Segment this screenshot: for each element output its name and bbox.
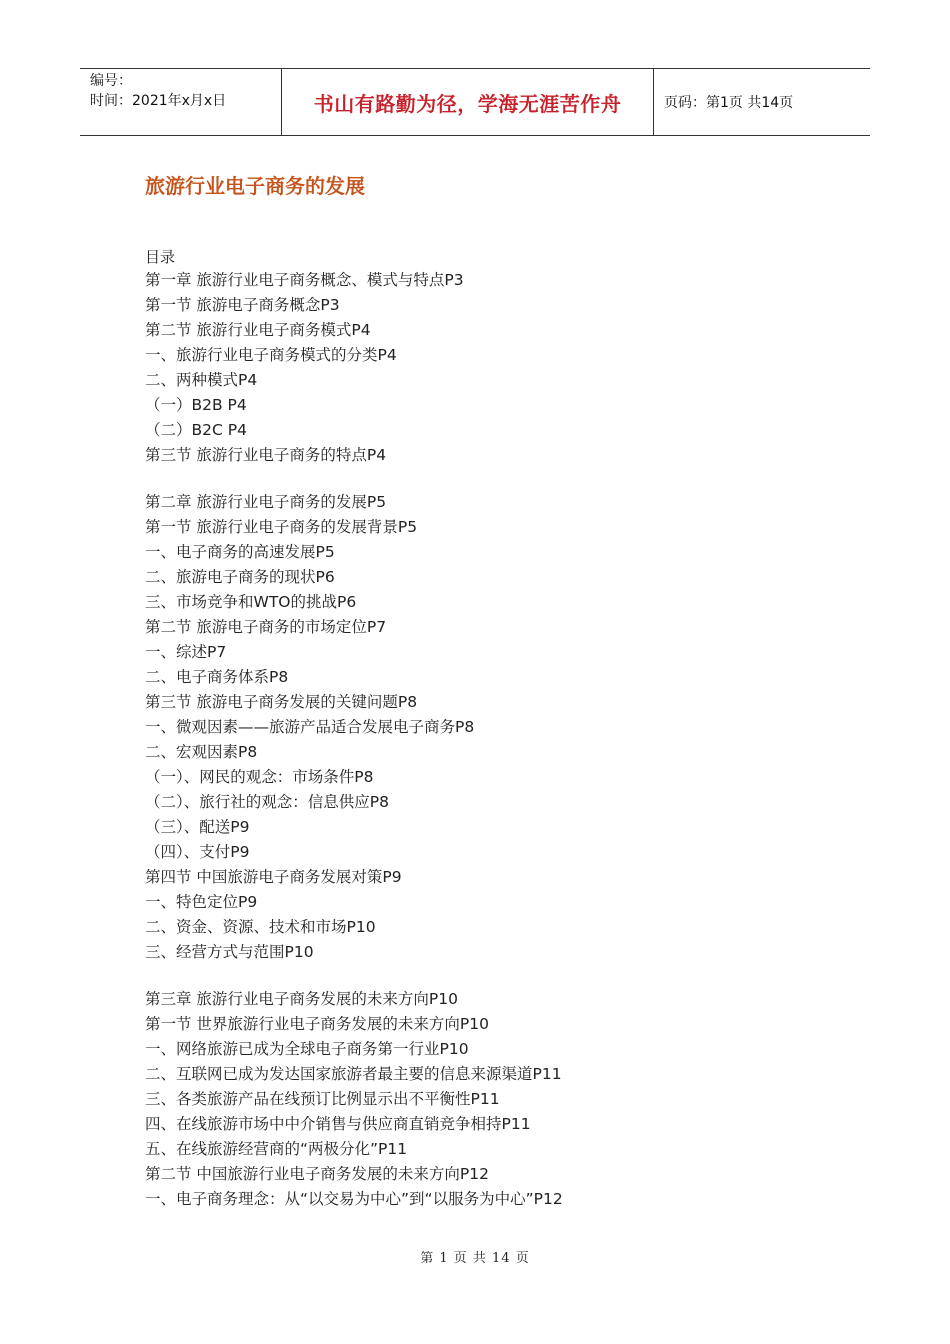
motto-text: 书山有路勤为径，学海无涯苦作舟	[313, 91, 622, 116]
toc-entry: 第一章 旅游行业电子商务概念、模式与特点P3	[145, 271, 464, 289]
toc-entry: 第二节 旅游电子商务的市场定位P7	[145, 618, 387, 636]
toc-group	[145, 987, 845, 1212]
toc-entry: 一、特色定位P9	[145, 893, 258, 911]
toc-entry: 一、电子商务的高速发展P5	[145, 543, 335, 561]
toc-entry: 二、资金、资源、技术和市场P10	[145, 918, 376, 936]
table-of-contents	[145, 246, 845, 1212]
header-motto-cell	[282, 69, 654, 135]
page-footer: 第 1 页 共 14 页	[420, 1251, 530, 1266]
toc-entry: 三、经营方式与范围P10	[145, 943, 314, 961]
toc-entry: 第二节 旅游行业电子商务模式P4	[145, 321, 371, 339]
toc-group-spacer	[145, 468, 845, 490]
toc-entry: 第四节 中国旅游电子商务发展对策P9	[145, 868, 402, 886]
toc-entry: （三）、配送P9	[145, 818, 250, 836]
toc-entry: 一、综述P7	[145, 643, 227, 661]
toc-entry: 第三章 旅游行业电子商务发展的未来方向P10	[145, 990, 458, 1008]
toc-entry: （二）B2C P4	[145, 421, 247, 439]
toc-entry: 二、互联网已成为发达国家旅游者最主要的信息来源渠道P11	[145, 1065, 562, 1083]
toc-entry: （一）B2B P4	[145, 396, 247, 414]
toc-heading: 目录	[145, 248, 176, 266]
toc-entry: 第一节 旅游电子商务概念P3	[145, 296, 340, 314]
date-label: 时间：2021年x月x日	[90, 93, 227, 109]
toc-entry: 三、各类旅游产品在线预订比例显示出不平衡性P11	[145, 1090, 500, 1108]
number-label: 编号：	[90, 73, 132, 89]
toc-entry: 三、市场竞争和WTO的挑战P6	[145, 593, 357, 611]
toc-entry: 第一节 世界旅游行业电子商务发展的未来方向P10	[145, 1015, 489, 1033]
toc-entry: 一、网络旅游已成为全球电子商务第一行业P10	[145, 1040, 469, 1058]
page-info: 页码：第1页 共14页	[664, 95, 794, 111]
toc-entry: 二、电子商务体系P8	[145, 668, 289, 686]
toc-body	[145, 268, 845, 1212]
toc-entry: 第二节 中国旅游行业电子商务发展的未来方向P12	[145, 1165, 489, 1183]
toc-entry: 第三节 旅游电子商务发展的关键问题P8	[145, 693, 418, 711]
toc-entry: 四、在线旅游市场中中介销售与供应商直销竞争相持P11	[145, 1115, 531, 1133]
header-page-cell	[654, 69, 870, 135]
toc-entry: 第一节 旅游行业电子商务的发展背景P5	[145, 518, 418, 536]
toc-entry: 五、在线旅游经营商的“两极分化”P11	[145, 1140, 408, 1158]
toc-entry: 一、电子商务理念：从“以交易为中心”到“以服务为中心”P12	[145, 1190, 563, 1208]
toc-entry: （二）、旅行社的观念：信息供应P8	[145, 793, 389, 811]
toc-group	[145, 268, 845, 468]
document-title: 旅游行业电子商务的发展	[145, 174, 365, 198]
toc-entry: （四）、支付P9	[145, 843, 250, 861]
page-header	[80, 68, 870, 136]
toc-group	[145, 490, 845, 965]
toc-entry: 第二章 旅游行业电子商务的发展P5	[145, 493, 387, 511]
toc-entry: 一、微观因素——旅游产品适合发展电子商务P8	[145, 718, 475, 736]
toc-entry: 二、宏观因素P8	[145, 743, 258, 761]
toc-entry: （一）、网民的观念：市场条件P8	[145, 768, 374, 786]
toc-group-spacer	[145, 965, 845, 987]
header-meta-cell	[80, 69, 282, 135]
toc-entry: 二、旅游电子商务的现状P6	[145, 568, 335, 586]
toc-entry: 第三节 旅游行业电子商务的特点P4	[145, 446, 387, 464]
toc-entry: 二、两种模式P4	[145, 371, 258, 389]
toc-entry: 一、旅游行业电子商务模式的分类P4	[145, 346, 397, 364]
